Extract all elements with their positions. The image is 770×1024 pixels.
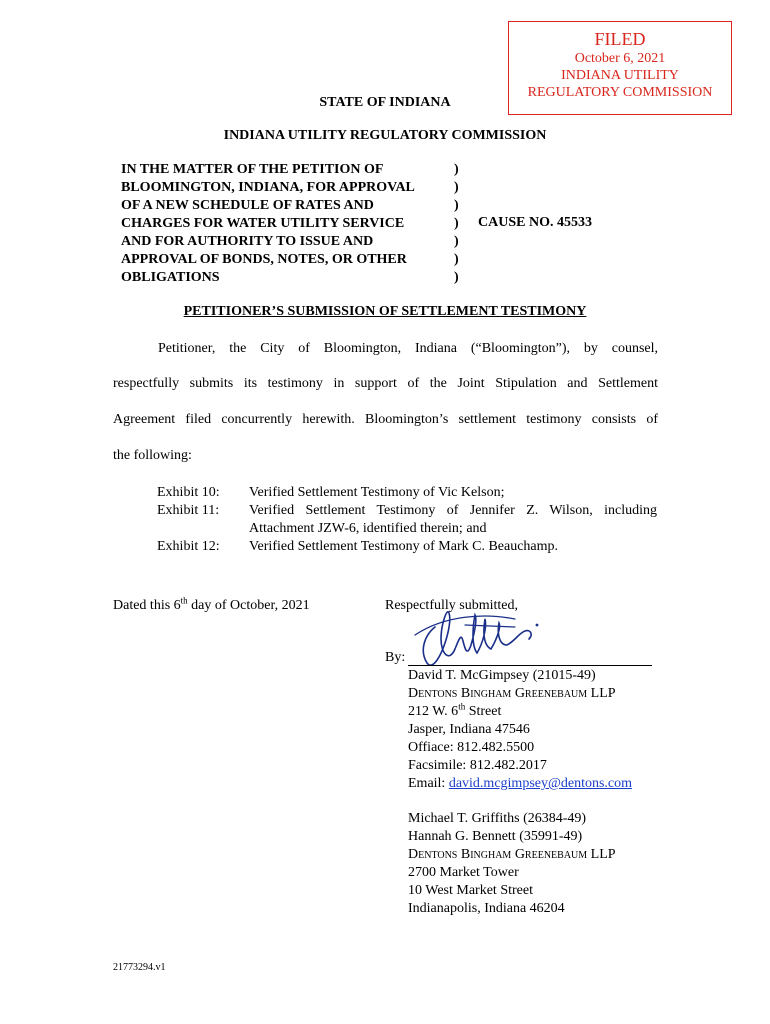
attorney1-block xyxy=(408,667,632,793)
body-line-4: the following: xyxy=(113,448,192,463)
exhibit-label: Exhibit 10: xyxy=(157,485,220,500)
caption-line: AND FOR AUTHORITY TO ISSUE AND xyxy=(121,234,374,249)
state-heading: STATE OF INDIANA xyxy=(319,95,451,110)
document-title: PETITIONER’S SUBMISSION OF SETTLEMENT TESTIMONY xyxy=(183,304,587,319)
dated-suffix: day of October, 2021 xyxy=(187,598,310,613)
commission-heading: INDIANA UTILITY REGULATORY COMMISSION xyxy=(223,128,547,143)
exhibit-text: Verified Settlement Testimony of Jennifer Z. Wilson, including Attachment JZW-6, identified therein; and xyxy=(249,503,657,536)
attorney1-city: Jasper, Indiana 47546 xyxy=(408,722,530,737)
by-label: By: xyxy=(385,650,406,665)
dated-line xyxy=(113,595,310,614)
attorney1-email-line xyxy=(408,775,632,793)
caption-line: APPROVAL OF BONDS, NOTES, OR OTHER xyxy=(121,252,407,267)
caption-parens: ) ) ) ) ) ) ) xyxy=(454,162,459,285)
body-line-2: respectfully submits its testimony in support of the Joint Stipulation and Settlement xyxy=(113,376,658,391)
attorney2-firm: Dentons Bingham Greenebaum LLP xyxy=(408,847,616,862)
exhibit-item xyxy=(157,484,657,502)
stamp-date: October 6, 2021 xyxy=(574,51,666,66)
stamp-line2: REGULATORY COMMISSION xyxy=(527,85,713,100)
stamp-line1: INDIANA UTILITY xyxy=(561,68,679,83)
document-id: 21773294.v1 xyxy=(113,962,166,973)
signature-line xyxy=(408,665,652,666)
attorney2-block xyxy=(408,810,616,918)
exhibit-item xyxy=(157,538,657,556)
exhibit-item xyxy=(157,502,657,538)
caption-line: OBLIGATIONS xyxy=(121,270,220,285)
attorney2-name2: Hannah G. Bennett (35991-49) xyxy=(408,829,583,844)
body-line-3: Agreement filed concurrently herewith. Bloomington’s settlement testimony consists of xyxy=(113,412,658,427)
respectfully-submitted: Respectfully submitted, xyxy=(385,598,518,613)
attorney2-address2: 10 West Market Street xyxy=(408,883,533,898)
caption-line: CHARGES FOR WATER UTILITY SERVICE xyxy=(121,216,405,231)
cause-number: CAUSE NO. 45533 xyxy=(478,215,592,230)
exhibit-list xyxy=(157,484,657,556)
dated-prefix: Dated this 6 xyxy=(113,598,181,613)
exhibit-text: Verified Settlement Testimony of Vic Kelson; xyxy=(249,485,505,500)
street-prefix: 212 W. 6 xyxy=(408,704,459,719)
attorney2-address1: 2700 Market Tower xyxy=(408,865,519,880)
case-caption xyxy=(121,161,439,287)
exhibit-label: Exhibit 11: xyxy=(157,503,220,518)
body-line-1: Petitioner, the City of Bloomington, Indiana (“Bloomington”), by counsel, xyxy=(158,341,658,356)
exhibit-label: Exhibit 12: xyxy=(157,539,220,554)
caption-line: BLOOMINGTON, INDIANA, FOR APPROVAL xyxy=(121,180,415,195)
attorney1-street xyxy=(408,703,632,721)
email-label: Email: xyxy=(408,776,449,791)
attorney2-name1: Michael T. Griffiths (26384-49) xyxy=(408,811,587,826)
attorney1-office: Offiace: 812.482.5500 xyxy=(408,740,535,755)
attorney1-firm: Dentons Bingham Greenebaum LLP xyxy=(408,686,616,701)
email-link[interactable]: david.mcgimpsey@dentons.com xyxy=(448,776,633,791)
attorney1-fax: Facsimile: 812.482.2017 xyxy=(408,758,547,773)
street-sup: th xyxy=(458,701,466,712)
attorney1-name: David T. McGimpsey (21015-49) xyxy=(408,668,596,683)
dated-sup: th xyxy=(180,595,188,606)
caption-line: IN THE MATTER OF THE PETITION OF xyxy=(121,162,384,177)
stamp-title: FILED xyxy=(594,29,646,49)
exhibit-text: Verified Settlement Testimony of Mark C. Beauchamp. xyxy=(249,539,559,554)
street-suffix: Street xyxy=(465,704,502,719)
caption-line: OF A NEW SCHEDULE OF RATES AND xyxy=(121,198,374,213)
attorney2-city: Indianapolis, Indiana 46204 xyxy=(408,901,565,916)
